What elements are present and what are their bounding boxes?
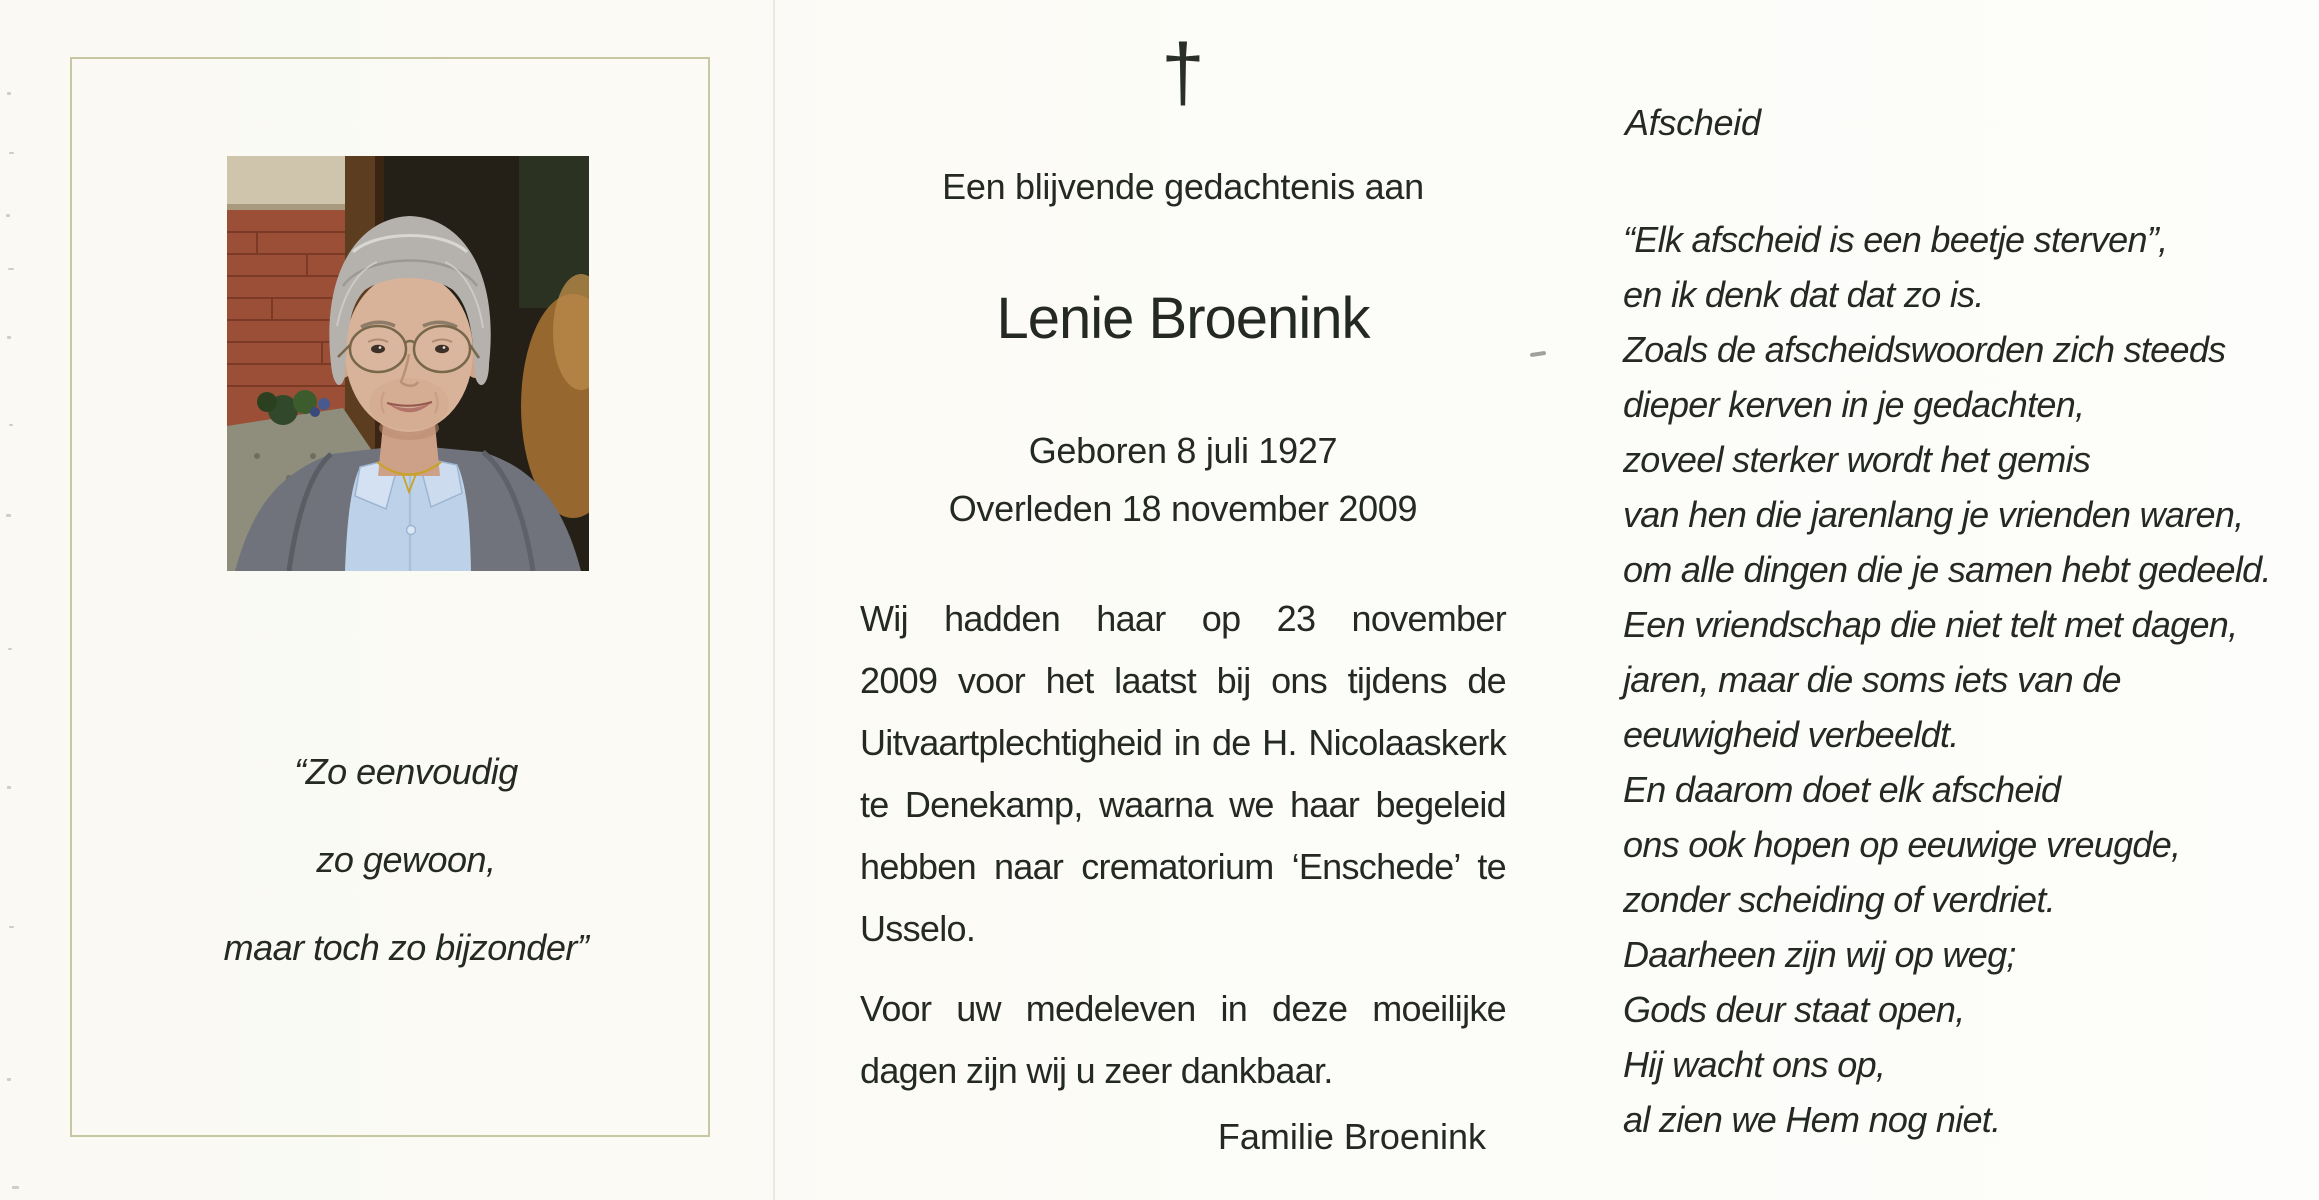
poem-line: Hij wacht ons op,	[1623, 1044, 1886, 1085]
poem-line: “Elk afscheid is een beetje sterven”,	[1623, 219, 2168, 260]
poem-line: om alle dingen die je samen hebt gedeeld.	[1623, 549, 2271, 590]
portrait-photo	[227, 156, 589, 571]
funeral-paragraph	[860, 588, 1506, 960]
poem-line: al zien we Hem nog niet.	[1623, 1099, 2001, 1140]
poem-line: dieper kerven in je gedachten,	[1623, 384, 2085, 425]
birth-date: Geboren 8 juli 1927	[1028, 430, 1338, 471]
quote-line: “Zo eenvoudig	[294, 751, 518, 792]
poem	[1623, 212, 2295, 1147]
deceased-name: Lenie Broenink	[996, 286, 1370, 351]
death-date: Overleden 18 november 2009	[948, 488, 1418, 529]
paragraph-line: Usselo.	[860, 908, 976, 949]
poem-line: eeuwigheid verbeeldt.	[1623, 714, 1959, 755]
thanks-paragraph	[860, 978, 1506, 1102]
thanks-line: dagen zijn wij u zeer dankbaar.	[860, 1050, 1333, 1091]
paragraph-line: Wij hadden haar op 23 november	[860, 598, 1506, 639]
cross-icon: †	[1161, 26, 1205, 118]
portrait-illustration	[227, 156, 589, 571]
poem-line: en ik denk dat dat zo is.	[1623, 274, 1984, 315]
poem-line: zonder scheiding of verdriet.	[1623, 879, 2055, 920]
paragraph-line: te Denekamp, waarna we haar begeleid	[860, 784, 1506, 825]
poem-line: Daarheen zijn wij op weg;	[1623, 934, 2016, 975]
poem-line: ons ook hopen op eeuwige vreugde,	[1623, 824, 2181, 865]
poem-line: zoveel sterker wordt het gemis	[1623, 439, 2091, 480]
poem-title: Afscheid	[1625, 102, 1761, 143]
memorial-quote	[88, 728, 724, 992]
poem-line: jaren, maar die soms iets van de	[1623, 659, 2121, 700]
paragraph-line: Uitvaartplechtigheid in de H. Nicolaaskerk	[860, 722, 1506, 763]
scan-speck	[1530, 351, 1546, 357]
quote-line: maar toch zo bijzonder”	[223, 927, 589, 968]
poem-line: Zoals de afscheidswoorden zich steeds	[1623, 329, 2226, 370]
fold-line	[773, 0, 775, 1200]
intro-line: Een blijvende gedachtenis aan	[942, 166, 1424, 207]
poem-line: Gods deur staat open,	[1623, 989, 1965, 1030]
right-panel	[1623, 0, 2295, 1200]
paragraph-line: 2009 voor het laatst bij ons tijdens de	[860, 660, 1506, 701]
thanks-line: Voor uw medeleven in deze moeilijke	[860, 988, 1506, 1029]
paragraph-line: hebben naar crematorium ‘Enschede’ te	[860, 846, 1506, 887]
poem-line: En daarom doet elk afscheid	[1623, 769, 2061, 810]
middle-panel	[860, 0, 1506, 1200]
poem-line: Een vriendschap die niet telt met dagen,	[1623, 604, 2238, 645]
left-panel-frame	[70, 57, 710, 1137]
quote-line: zo gewoon,	[316, 839, 496, 880]
poem-line: van hen die jarenlang je vrienden waren,	[1623, 494, 2244, 535]
family-signature: Familie Broenink	[1217, 1116, 1486, 1157]
